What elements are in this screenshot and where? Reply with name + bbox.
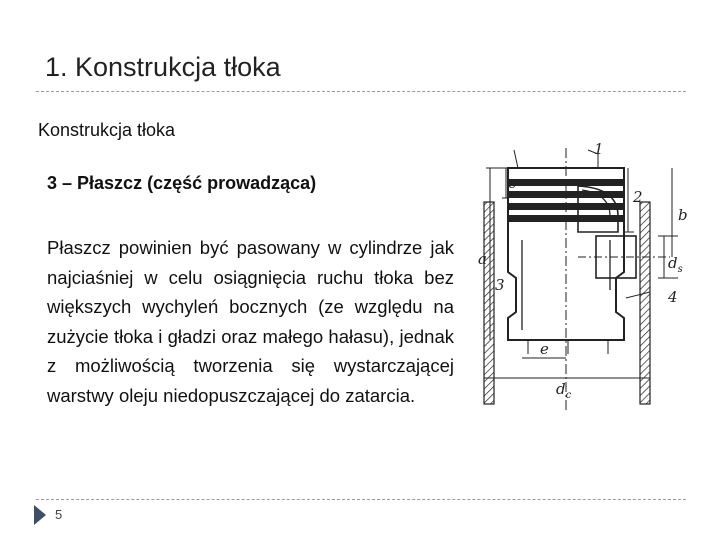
piston-diagram: [478, 140, 690, 420]
footer-divider: [36, 499, 686, 500]
dim-c-label: c: [508, 174, 517, 192]
bullet-arrow-icon: [34, 505, 46, 525]
dim-e-label: e: [540, 340, 549, 358]
dim-ds-label: $d_s$: [668, 254, 683, 275]
dim-b-label: b: [678, 206, 688, 224]
callout-2: 2: [633, 188, 643, 206]
axis-lines: [566, 148, 670, 412]
section-heading: 3 – Płaszcz (część prowadząca): [47, 173, 317, 193]
slide-title: 1. Konstrukcja tłoka: [45, 52, 281, 82]
callout-4: 4: [668, 288, 678, 306]
title-divider: [36, 91, 686, 92]
callout-3: 3: [495, 276, 505, 294]
page-number: 5: [55, 507, 63, 522]
slide-subtitle: Konstrukcja tłoka: [38, 120, 176, 140]
dim-a-label: a: [478, 250, 487, 268]
callout-1: 1: [594, 140, 604, 158]
body-paragraph: Płaszcz powinien być pasowany w cylindrze jak najciaśniej w celu osiągnięcia ruchu tłoka bez większych wychyleń bocznych (ze względu na zużycie tłoka i gładzi oraz małego hałasu), jednak z możliwością tworzenia się wystarczającej warstwy oleju niedopuszczającej do zatarcia.: [47, 237, 454, 406]
dim-dc-label: $d_c$: [556, 380, 572, 401]
piston-body: [508, 168, 636, 354]
